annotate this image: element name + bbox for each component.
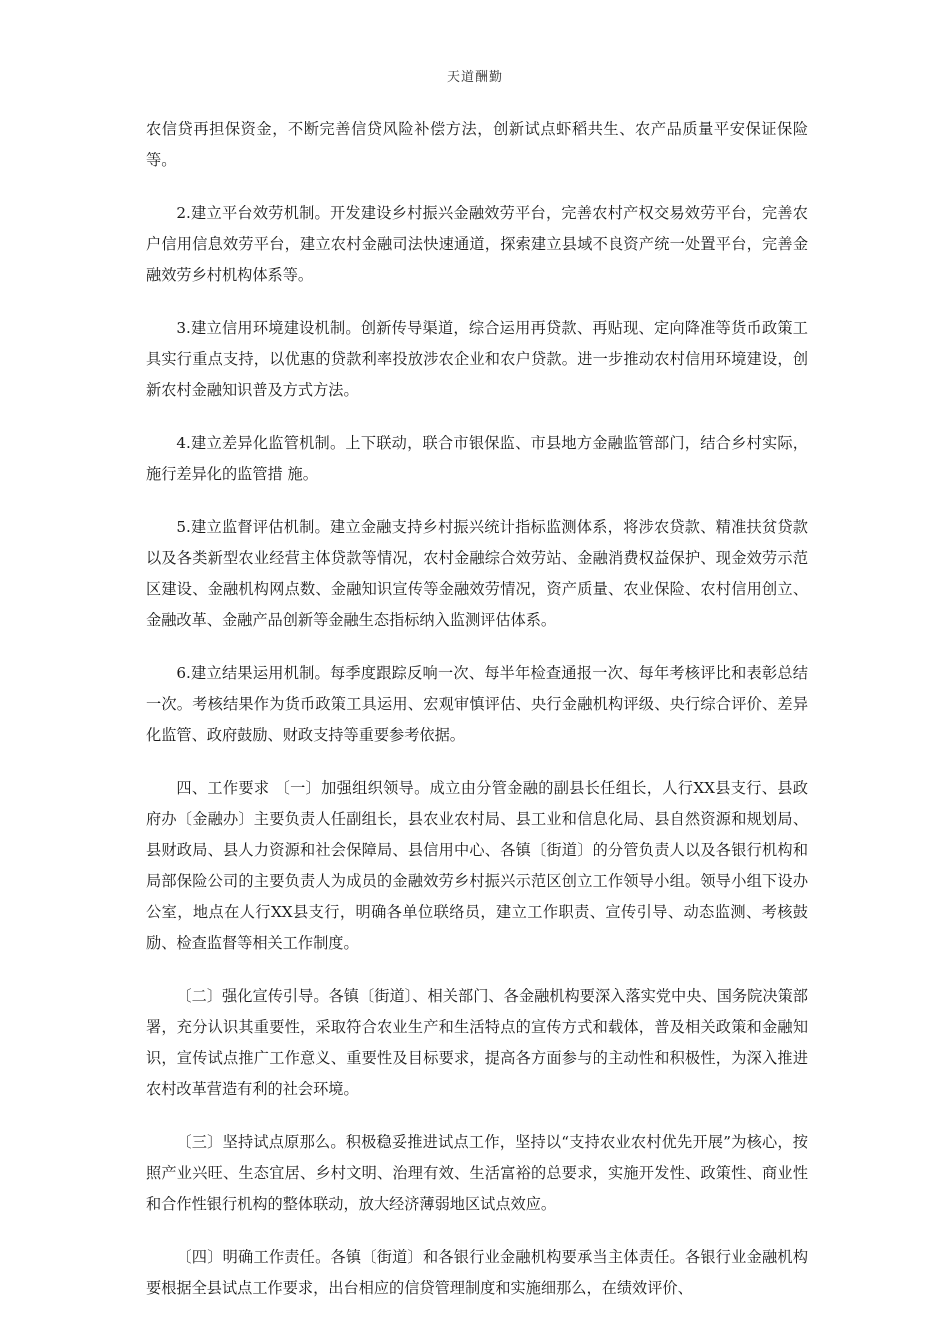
paragraph: 〔四〕明确工作责任。各镇〔街道〕和各银行业金融机构要承当主体责任。各银行业金融机构要根据全县试点工作要求，出台相应的信贷管理制度和实施细那么，在绩效评价、 (146, 1248, 808, 1297)
paragraph: 农信贷再担保资金，不断完善信贷风险补偿方法，创新试点虾稻共生、农产品质量平安保证保险等。 (146, 120, 808, 169)
paragraph: 2.建立平台效劳机制。开发建设乡村振兴金融效劳平台，完善农村产权交易效劳平台，完善农户信用信息效劳平台，建立农村金融司法快速通道，探索建立县域不良资产统一处置平台，完善金融效劳乡村机构体系等。 (146, 204, 808, 284)
document-body (146, 114, 808, 1326)
paragraph: 3.建立信用环境建设机制。创新传导渠道，综合运用再贷款、再贴现、定向降准等货币政策工具实行重点支持，以优惠的贷款利率投放涉农企业和农户贷款。进一步推动农村信用环境建设，创新农村金融知识普及方式方法。 (146, 319, 808, 399)
paragraph: 四、工作要求 〔一〕加强组织领导。成立由分管金融的副县长任组长，人行XX县支行、县政府办〔金融办〕主要负责人任副组长，县农业农村局、县工业和信息化局、县自然资源和规划局、县财政局、县人力资源和社会保障局、县信用中心、各镇〔街道〕的分管负责人以及各银行机构和局部保险公司的主要负责人为成员的金融效劳乡村振兴示范区创立工作领导小组。领导小组下设办公室，地点在人行XX县支行，明确各单位联络员，建立工作职责、宣传引导、动态监测、考核鼓励、检查监督等相关工作制度。 (146, 779, 808, 952)
paragraph: 6.建立结果运用机制。每季度跟踪反响一次、每半年检查通报一次、每年考核评比和表彰总结一次。考核结果作为货币政策工具运用、宏观审慎评估、央行金融机构评级、央行综合评价、差异化监管、政府鼓励、财政支持等重要参考依据。 (146, 664, 808, 744)
page-header: 天道酬勤 (446, 70, 503, 85)
paragraph: 4.建立差异化监管机制。上下联动，联合市银保监、市县地方金融监管部门，结合乡村实际，施行差异化的监管措 施。 (146, 434, 808, 483)
paragraph: 〔二〕强化宣传引导。各镇〔街道〕、相关部门、各金融机构要深入落实党中央、国务院决策部署，充分认识其重要性，采取符合农业生产和生活特点的宣传方式和载体，普及相关政策和金融知识，宣传试点推广工作意义、重要性及目标要求，提高各方面参与的主动性和积极性，为深入推进农村改革营造有利的社会环境。 (146, 987, 808, 1098)
paragraph: 〔三〕坚持试点原那么。积极稳妥推进试点工作，坚持以“支持农业农村优先开展”为核心，按照产业兴旺、生态宜居、乡村文明、治理有效、生活富裕的总要求，实施开发性、政策性、商业性和合作性银行机构的整体联动，放大经济薄弱地区试点效应。 (146, 1133, 808, 1213)
paragraph: 5.建立监督评估机制。建立金融支持乡村振兴统计指标监测体系，将涉农贷款、精准扶贫贷款以及各类新型农业经营主体贷款等情况，农村金融综合效劳站、金融消费权益保护、现金效劳示范区建设、金融机构网点数、金融知识宣传等金融效劳情况，资产质量、农业保险、农村信用创立、金融改革、金融产品创新等金融生态指标纳入监测评估体系。 (146, 518, 808, 629)
